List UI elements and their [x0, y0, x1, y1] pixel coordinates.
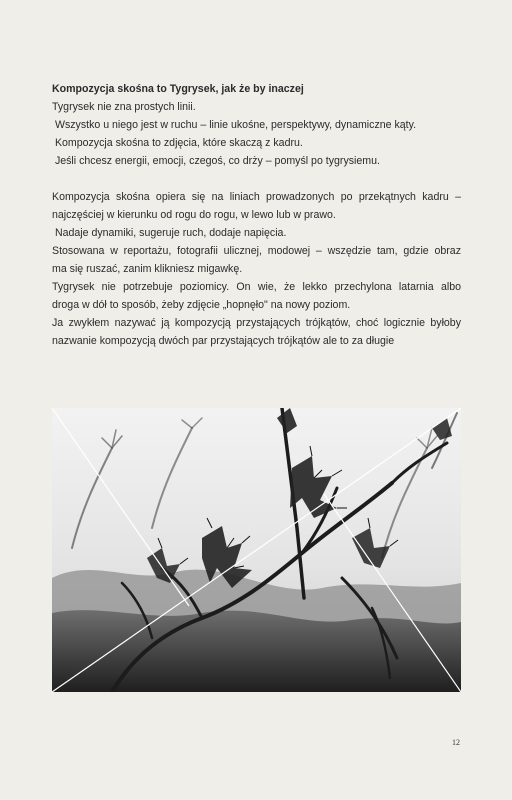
paragraph-1-line-1: Tygrysek nie zna prostych linii.: [52, 101, 196, 113]
paragraph-2-line-8: Ja zwykłem nazywać ją kompozycją przystających trójkątów, choć logicznie byłoby: [52, 317, 461, 329]
paragraph-gap: [52, 170, 461, 188]
thistle-photo: [52, 408, 461, 692]
article-text: [52, 80, 461, 350]
photo-ground: [52, 610, 461, 692]
article-title: Kompozycja skośna to Tygrysek, jak że by inaczej: [52, 83, 304, 95]
paragraph-2-line-3: Nadaje dynamiki, sugeruje ruch, dodaje napięcia.: [52, 227, 287, 239]
paragraph-2-line-9: nazwanie kompozycją dwóch par przystających trójkątów ale to za długie: [52, 335, 395, 347]
paragraph-2-line-2: najczęściej w kierunku od rogu do rogu, w lewo lub w prawo.: [52, 209, 336, 221]
paragraph-2-line-7: droga w dół to sposób, żeby zdjęcie „hopnęło" na nowy poziom.: [52, 299, 351, 311]
paragraph-2-line-4: Stosowana w reportażu, fotografii ulicznej, modowej – wszędzie tam, gdzie obraz: [52, 245, 461, 257]
paragraph-1-line-3: Kompozycja skośna to zdjęcia, które skaczą z kadru.: [52, 137, 303, 149]
thistle-photo-illustration: [52, 408, 461, 692]
paragraph-1-line-4: Jeśli chcesz energii, emocji, czegoś, co drży – pomyśl po tygrysiemu.: [52, 155, 380, 167]
paragraph-2-line-1: Kompozycja skośna opiera się na liniach prowadzonych po przekątnych kadru –: [52, 191, 461, 203]
page-number: 12: [452, 738, 460, 747]
paragraph-1-line-2: Wszystko u niego jest w ruchu – linie ukośne, perspektywy, dynamiczne kąty.: [52, 119, 417, 131]
paragraph-2-line-5: ma się ruszać, zanim klikniesz migawkę.: [52, 263, 243, 275]
paragraph-2-line-6: Tygrysek nie potrzebuje poziomicy. On wie, że lekko przechylona latarnia albo: [52, 281, 461, 293]
